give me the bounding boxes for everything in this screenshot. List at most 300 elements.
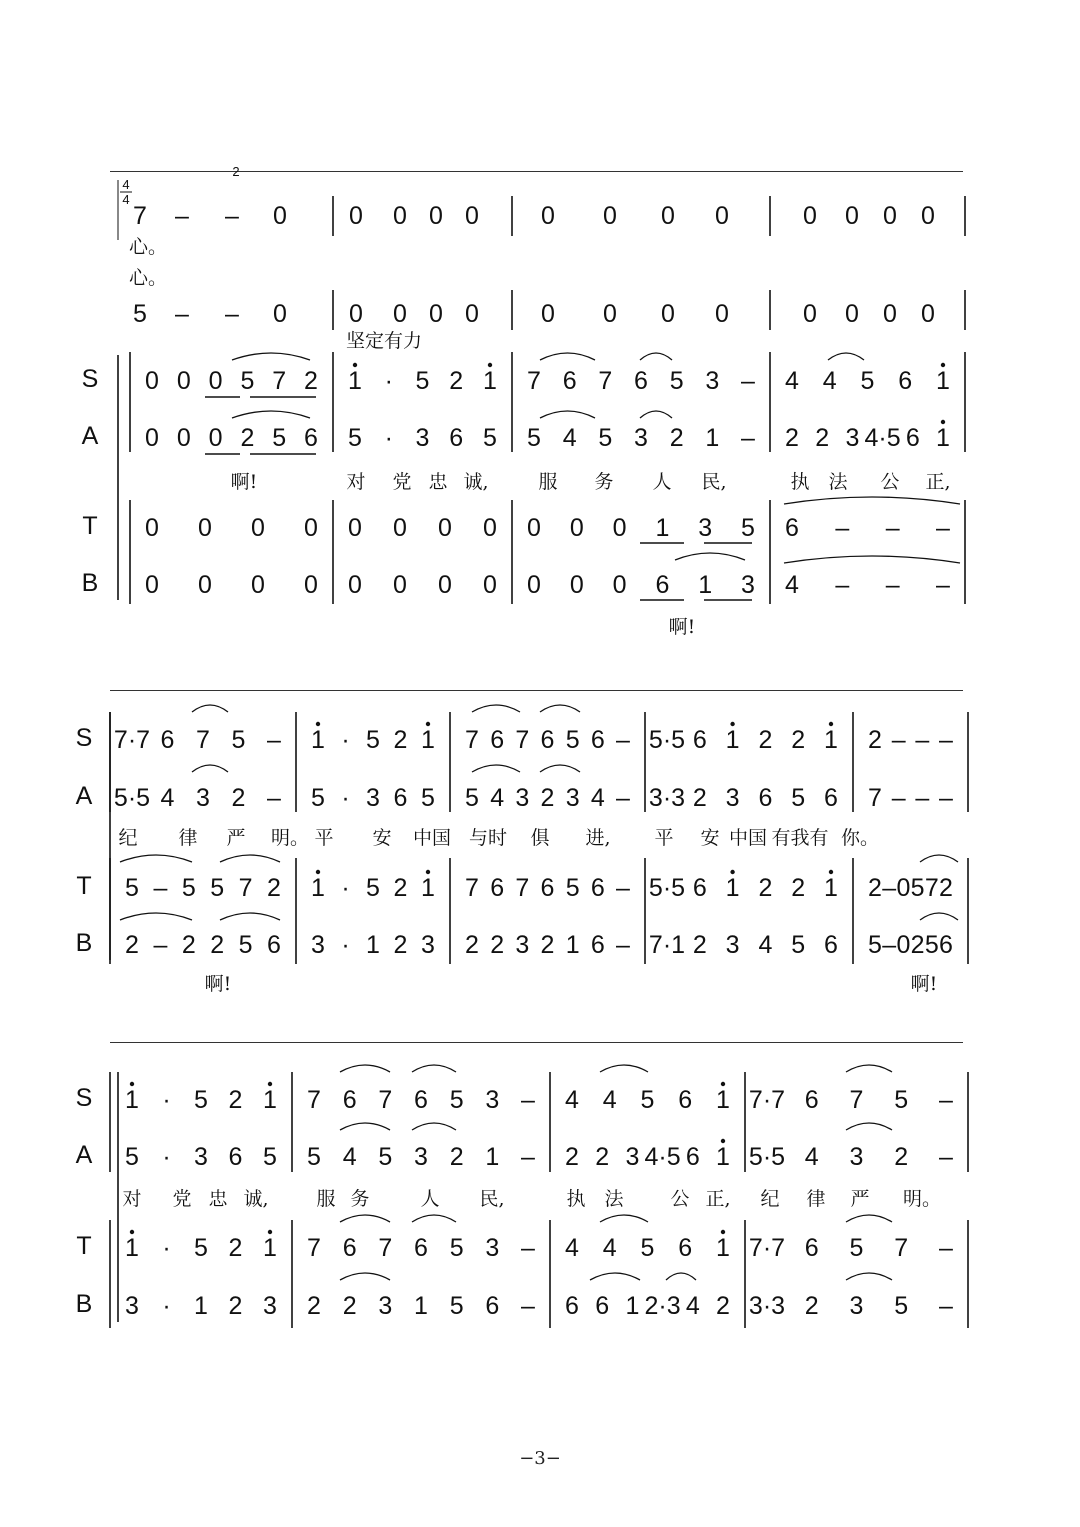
s3-slur xyxy=(412,1065,456,1072)
s2-T-note: 5 xyxy=(910,874,925,902)
s2-B-note: · xyxy=(341,931,350,959)
s3-A-note: 4 xyxy=(342,1143,357,1171)
lyric-tb: 啊! xyxy=(910,973,938,995)
part-label-A: A xyxy=(75,1141,93,1169)
s3-T-note: 5 xyxy=(194,1234,208,1262)
part-label-B: B xyxy=(75,1290,93,1318)
s2-B-note: 0 xyxy=(896,931,911,959)
s2-S-note: 2 xyxy=(393,726,408,754)
part-label-T: T xyxy=(76,872,92,900)
s3-T-note: 4 xyxy=(565,1234,579,1262)
s2-S-note: 6 xyxy=(490,726,505,754)
s2-slur xyxy=(120,913,192,920)
top-upper-note: 0 xyxy=(715,202,729,230)
s2-T-note: 5 xyxy=(125,874,139,902)
s2-slur xyxy=(540,765,580,772)
part-label-B: B xyxy=(81,569,99,597)
s3-B-note: 2 xyxy=(307,1292,321,1320)
top-lower-note: 0 xyxy=(803,300,817,328)
s1-A-note: 3 xyxy=(845,424,860,452)
s2-S-note: 5·5 xyxy=(648,726,686,754)
s2-B-note: 6 xyxy=(590,931,605,959)
s2-S-high-dot xyxy=(730,722,734,726)
s1-B-note: 0 xyxy=(145,571,159,599)
s3-B-note: 3·3 xyxy=(748,1292,786,1320)
s3-T-note: – xyxy=(521,1234,535,1262)
s3-A-note: 5·5 xyxy=(748,1143,786,1171)
s3-S-note: 5 xyxy=(894,1086,909,1114)
s1-S-note: 4 xyxy=(785,367,799,395)
s1-S-note: 3 xyxy=(705,367,720,395)
s2-B-note: 1 xyxy=(366,931,380,959)
s2-S-note: – xyxy=(891,726,906,754)
s1-S-note: 1 xyxy=(348,367,362,395)
s2-S-note: 2 xyxy=(791,726,806,754)
top-lower-note: 0 xyxy=(393,300,407,328)
s3-T-high-dot xyxy=(721,1230,725,1234)
s2-A-note: – xyxy=(267,784,281,812)
s1-B-note: 0 xyxy=(527,571,541,599)
s1-A-note: 5 xyxy=(598,424,613,452)
s2-T-note: 6 xyxy=(692,874,707,902)
s1-B-note: 0 xyxy=(251,571,265,599)
s2-S-note: 6 xyxy=(160,726,175,754)
s3-B-note: 1 xyxy=(625,1292,640,1320)
s3-B-note: 3 xyxy=(849,1292,864,1320)
s3-A-note: 3 xyxy=(194,1143,208,1171)
lyric-sa: 忠 xyxy=(208,1188,228,1210)
s1-T-note: 3 xyxy=(698,514,713,542)
s1-A-note: 1 xyxy=(936,424,950,452)
s2-B-note: 2 xyxy=(692,931,707,959)
top-upper-note: 0 xyxy=(273,202,287,230)
s1-A-note: 5 xyxy=(527,424,541,452)
s3-slur xyxy=(340,1065,390,1072)
s3-S-note: 4 xyxy=(565,1086,579,1114)
s2-B-note: 2 xyxy=(465,931,479,959)
s2-T-note: 2 xyxy=(868,874,882,902)
s1-slur xyxy=(675,553,745,560)
s1-T-note: 6 xyxy=(785,514,799,542)
s1-A-note: · xyxy=(384,424,393,452)
s2-T-note: 0 xyxy=(896,874,911,902)
s2-S-note: – xyxy=(939,726,953,754)
s2-T-note: – xyxy=(153,874,168,902)
s1-S-note: 0 xyxy=(145,367,159,395)
lyric-sa: 严 xyxy=(226,827,246,849)
lyric-sa: 公 xyxy=(880,471,900,493)
s3-slur xyxy=(666,1273,696,1280)
s3-B-note: – xyxy=(521,1292,535,1320)
s2-T-note: 7 xyxy=(515,874,530,902)
s3-B-note: 1 xyxy=(194,1292,208,1320)
top-upper-note: 0 xyxy=(349,202,363,230)
s2-A-note: 4 xyxy=(160,784,175,812)
s1-S-note: 4 xyxy=(822,367,837,395)
lyric-sa: 对 xyxy=(346,471,366,493)
top-lower-note: 0 xyxy=(273,300,287,328)
part-label-S: S xyxy=(75,1084,93,1112)
top-upper-note: 0 xyxy=(429,202,443,230)
lyric-sa: 律 xyxy=(806,1188,826,1210)
s3-A-note: 3 xyxy=(625,1143,640,1171)
s1-slur xyxy=(640,411,672,418)
s2-T-note: 5·5 xyxy=(648,874,686,902)
s1-A-note: 6 xyxy=(449,424,464,452)
s2-B-note: 7·1 xyxy=(648,931,686,959)
lyric-sa: 你。 xyxy=(840,827,880,849)
s3-S-note: 6 xyxy=(414,1086,428,1114)
s1-A-note: 1 xyxy=(705,424,720,452)
s2-B-note: 5 xyxy=(238,931,253,959)
s3-T-note: · xyxy=(162,1234,171,1262)
s1-B-note: 0 xyxy=(612,571,627,599)
lyric-sa: 纪 xyxy=(118,827,138,849)
s2-A-note: 4 xyxy=(590,784,605,812)
s3-slur xyxy=(846,1065,892,1072)
s2-A-note: 6 xyxy=(824,784,838,812)
s1-T-note: – xyxy=(885,514,900,542)
s3-A-note: 3 xyxy=(849,1143,864,1171)
s2-S-note: 7 xyxy=(515,726,530,754)
part-label-S: S xyxy=(75,724,93,752)
s1-A-note: 2 xyxy=(669,424,684,452)
s2-B-note: 6 xyxy=(824,931,838,959)
lyric-sa: 法 xyxy=(828,471,848,493)
lyric-tb: 啊! xyxy=(668,616,696,638)
lyric-sa: 正, xyxy=(705,1188,731,1210)
s2-B-note: 3 xyxy=(421,931,435,959)
s3-T-note: – xyxy=(939,1234,953,1262)
lyric-sa: 平 xyxy=(654,827,674,849)
lyric-sa: 明。 xyxy=(902,1188,942,1210)
s3-S-note: 2 xyxy=(228,1086,243,1114)
s1-S-note: 6 xyxy=(634,367,648,395)
s3-slur xyxy=(340,1273,390,1280)
s1-S-note: 0 xyxy=(208,367,223,395)
part-label-T: T xyxy=(82,512,98,540)
s2-B-note: 2 xyxy=(910,931,925,959)
s3-slur xyxy=(340,1215,390,1222)
s2-A-note: 3 xyxy=(725,784,740,812)
s3-A-note: 1 xyxy=(485,1143,500,1171)
s1-A-note: 0 xyxy=(176,424,191,452)
lyric-sa: 纪 xyxy=(760,1188,780,1210)
s3-S-high-dot xyxy=(268,1082,272,1086)
top-upper-note: 0 xyxy=(603,202,617,230)
s2-S-note: – xyxy=(267,726,281,754)
s2-B-note: 2 xyxy=(181,931,196,959)
top-lower-note: – xyxy=(175,300,189,328)
s2-A-note: 5 xyxy=(421,784,435,812)
s2-T-note: 1 xyxy=(311,874,325,902)
top-upper-note: 0 xyxy=(393,202,407,230)
s2-S-note: 6 xyxy=(692,726,707,754)
s1-T-note: 5 xyxy=(741,514,755,542)
s3-T-note: 4 xyxy=(602,1234,617,1262)
s2-A-note: – xyxy=(939,784,953,812)
s2-A-note: 5 xyxy=(465,784,479,812)
s2-slur xyxy=(192,765,228,772)
s3-S-note: 5 xyxy=(640,1086,655,1114)
s3-S-note: 7 xyxy=(849,1086,864,1114)
top-upper-note: 0 xyxy=(921,202,935,230)
s3-B-note: 5 xyxy=(894,1292,909,1320)
top-lower-note: 0 xyxy=(661,300,675,328)
s1-T-note: 0 xyxy=(483,514,497,542)
part-label-A: A xyxy=(81,422,99,450)
s2-B-note: 6 xyxy=(939,931,953,959)
s2-A-note: 3 xyxy=(565,784,580,812)
top-lower-note: 0 xyxy=(603,300,617,328)
top-lyric: 心。 xyxy=(128,236,168,258)
s2-A-note: 7 xyxy=(868,784,882,812)
lyric-sa: 民, xyxy=(479,1188,505,1210)
s2-A-note: 3 xyxy=(515,784,530,812)
s1-T-note: 0 xyxy=(251,514,265,542)
s1-S-note: 1 xyxy=(936,367,950,395)
s2-T-note: 2 xyxy=(791,874,806,902)
page-number: −3− xyxy=(519,1448,561,1469)
s3-B-note: – xyxy=(939,1292,953,1320)
lyric-sa: 律 xyxy=(178,827,198,849)
s1-B-note: – xyxy=(835,571,850,599)
s2-B-note: 3 xyxy=(311,931,325,959)
lyric-sa: 平 xyxy=(314,827,334,849)
s1-slur xyxy=(784,497,960,504)
s1-T-note: 0 xyxy=(145,514,159,542)
s1-slur xyxy=(540,411,595,418)
s1-S-note: 5 xyxy=(860,367,875,395)
s3-B-note: 4 xyxy=(685,1292,700,1320)
s3-slur xyxy=(600,1215,648,1222)
lyric-sa: 安 xyxy=(372,827,392,849)
s1-S-note: 7 xyxy=(272,367,287,395)
s2-S-note: – xyxy=(915,726,930,754)
s2-A-note: · xyxy=(341,784,350,812)
s2-B-note: 2 xyxy=(210,931,225,959)
s2-slur xyxy=(920,913,958,920)
s2-T-note: 5 xyxy=(366,874,380,902)
s2-S-note: 5 xyxy=(565,726,580,754)
s2-A-note: 3 xyxy=(196,784,210,812)
s2-S-note: 6 xyxy=(540,726,555,754)
s3-S-note: 6 xyxy=(678,1086,693,1114)
s2-T-note: 1 xyxy=(725,874,740,902)
s3-A-note: · xyxy=(162,1143,171,1171)
s1-slur xyxy=(540,353,595,360)
s3-A-note: 1 xyxy=(716,1143,730,1171)
s3-T-note: 6 xyxy=(678,1234,693,1262)
s2-B-note: 4 xyxy=(758,931,773,959)
s3-S-note: – xyxy=(521,1086,535,1114)
s3-A-high-dot xyxy=(721,1139,725,1143)
part-label-T: T xyxy=(76,1232,92,1260)
s2-B-note: 3 xyxy=(725,931,740,959)
lyric-sa: 法 xyxy=(604,1188,624,1210)
top-upper-note: 0 xyxy=(541,202,555,230)
s2-T-note: 7 xyxy=(238,874,253,902)
s1-S-note: 6 xyxy=(562,367,577,395)
part-label-S: S xyxy=(81,365,99,393)
s2-S-note: 7 xyxy=(196,726,210,754)
s3-slur xyxy=(846,1273,892,1280)
s1-S-note: 5 xyxy=(669,367,684,395)
s3-slur xyxy=(340,1123,390,1130)
s2-T-high-dot xyxy=(426,870,430,874)
s3-A-note: 5 xyxy=(307,1143,321,1171)
s3-B-note: 3 xyxy=(125,1292,139,1320)
s2-T-note: 2 xyxy=(939,874,953,902)
s3-T-note: 7 xyxy=(307,1234,321,1262)
s3-T-note: 3 xyxy=(485,1234,500,1262)
s1-A-high-dot xyxy=(941,420,945,424)
s3-A-note: – xyxy=(521,1143,535,1171)
s3-slur xyxy=(590,1273,640,1280)
s1-T-note: 0 xyxy=(393,514,407,542)
s1-A-note: 5 xyxy=(272,424,287,452)
s3-B-note: 3 xyxy=(378,1292,393,1320)
s1-B-note: 6 xyxy=(655,571,670,599)
s3-B-note: 6 xyxy=(485,1292,500,1320)
s2-T-note: 5 xyxy=(210,874,225,902)
s3-A-note: 5 xyxy=(125,1143,139,1171)
s2-S-note: 7·7 xyxy=(113,726,151,754)
s1-S-note: 7 xyxy=(527,367,541,395)
s2-S-high-dot xyxy=(829,722,833,726)
s1-T-note: – xyxy=(936,514,950,542)
s2-S-note: · xyxy=(341,726,350,754)
s1-A-note: 2 xyxy=(240,424,255,452)
s3-S-high-dot xyxy=(721,1082,725,1086)
lyric-sa: 务 xyxy=(594,471,614,493)
s3-B-note: 1 xyxy=(414,1292,428,1320)
s2-B-note: 6 xyxy=(267,931,281,959)
top-lower-note: 0 xyxy=(921,300,935,328)
s2-A-note: 6 xyxy=(758,784,773,812)
s3-B-note: 2 xyxy=(716,1292,730,1320)
s1-A-note: 2 xyxy=(815,424,830,452)
s1-S-note: 1 xyxy=(483,367,497,395)
top-upper-note: 0 xyxy=(883,202,897,230)
s2-S-note: 5 xyxy=(231,726,246,754)
s3-T-high-dot xyxy=(130,1230,134,1234)
top-lower-note: 0 xyxy=(429,300,443,328)
s1-S-note: 5 xyxy=(240,367,255,395)
s3-S-note: 3 xyxy=(485,1086,500,1114)
s3-A-note: 6 xyxy=(228,1143,243,1171)
s1-B-note: 1 xyxy=(698,571,713,599)
lyric-sa: 正, xyxy=(925,471,951,493)
tempo-marking: 坚定有力 xyxy=(345,330,423,352)
s1-S-note: 6 xyxy=(898,367,913,395)
s3-A-note: 5 xyxy=(263,1143,277,1171)
s1-A-note: 6 xyxy=(905,424,920,452)
s1-T-note: 0 xyxy=(304,514,318,542)
s1-A-note: 4·5 xyxy=(864,424,901,452)
s3-A-note: – xyxy=(939,1143,953,1171)
s2-B-note: – xyxy=(616,931,630,959)
s1-S-note: 0 xyxy=(176,367,191,395)
s2-A-note: – xyxy=(616,784,630,812)
s2-A-note: 6 xyxy=(393,784,408,812)
s3-B-note: · xyxy=(162,1292,171,1320)
s1-T-note: 1 xyxy=(655,514,670,542)
s2-A-note: 2 xyxy=(231,784,246,812)
top-upper-note: – xyxy=(225,202,239,230)
s3-A-note: 3 xyxy=(414,1143,428,1171)
s2-B-note: 5 xyxy=(924,931,939,959)
s2-T-note: 7 xyxy=(465,874,479,902)
lyric-sa: 务 xyxy=(350,1188,370,1210)
lyric-sa: 人 xyxy=(420,1188,440,1210)
s1-A-note: 3 xyxy=(415,424,430,452)
s1-T-note: – xyxy=(835,514,850,542)
s1-T-note: 0 xyxy=(348,514,362,542)
s3-T-note: 7 xyxy=(894,1234,909,1262)
lyric-sa: 进, xyxy=(585,827,611,849)
s3-A-note: 2 xyxy=(449,1143,464,1171)
s1-S-note: 7 xyxy=(598,367,613,395)
s3-slur xyxy=(600,1065,648,1072)
s3-B-note: 2·3 xyxy=(644,1292,681,1320)
s1-B-note: 0 xyxy=(438,571,452,599)
s3-B-note: 6 xyxy=(595,1292,610,1320)
s1-B-note: 3 xyxy=(741,571,755,599)
s1-A-note: 2 xyxy=(785,424,799,452)
s3-slur xyxy=(846,1215,892,1222)
s3-S-high-dot xyxy=(130,1082,134,1086)
s1-B-note: 0 xyxy=(198,571,212,599)
top-lyric: 心。 xyxy=(128,267,168,289)
top-upper-note: – xyxy=(175,202,189,230)
s2-T-note: 6 xyxy=(590,874,605,902)
s1-B-note: 0 xyxy=(348,571,362,599)
s2-A-note: – xyxy=(915,784,930,812)
s2-B-note: 5 xyxy=(868,931,882,959)
s2-S-note: 1 xyxy=(824,726,838,754)
s2-slur xyxy=(472,765,520,772)
s2-S-high-dot xyxy=(426,722,430,726)
s3-B-note: 2 xyxy=(804,1292,819,1320)
s1-A-note: 5 xyxy=(348,424,362,452)
s2-T-high-dot xyxy=(829,870,833,874)
part-label-A: A xyxy=(75,782,93,810)
s3-S-note: 6 xyxy=(804,1086,819,1114)
s2-T-note: 1 xyxy=(824,874,838,902)
s3-S-note: 7·7 xyxy=(748,1086,786,1114)
s1-A-note: – xyxy=(741,424,755,452)
s2-S-high-dot xyxy=(316,722,320,726)
s1-slur xyxy=(640,353,672,360)
s2-T-note: 5 xyxy=(181,874,196,902)
s1-B-note: – xyxy=(885,571,900,599)
lyric-sa: 党 xyxy=(392,471,412,493)
top-lower-note: – xyxy=(225,300,239,328)
s2-A-note: 2 xyxy=(540,784,555,812)
s3-A-note: 2 xyxy=(894,1143,909,1171)
part-label-B: B xyxy=(75,929,93,957)
s2-B-note: – xyxy=(153,931,168,959)
s3-B-note: 2 xyxy=(342,1292,357,1320)
s2-T-note: 6 xyxy=(540,874,555,902)
s1-A-note: 0 xyxy=(208,424,223,452)
top-lower-note: 0 xyxy=(541,300,555,328)
top-upper-note: 0 xyxy=(661,202,675,230)
s2-S-note: 1 xyxy=(311,726,325,754)
s3-T-note: 7·7 xyxy=(748,1234,786,1262)
lyric-tb: 啊! xyxy=(204,973,232,995)
